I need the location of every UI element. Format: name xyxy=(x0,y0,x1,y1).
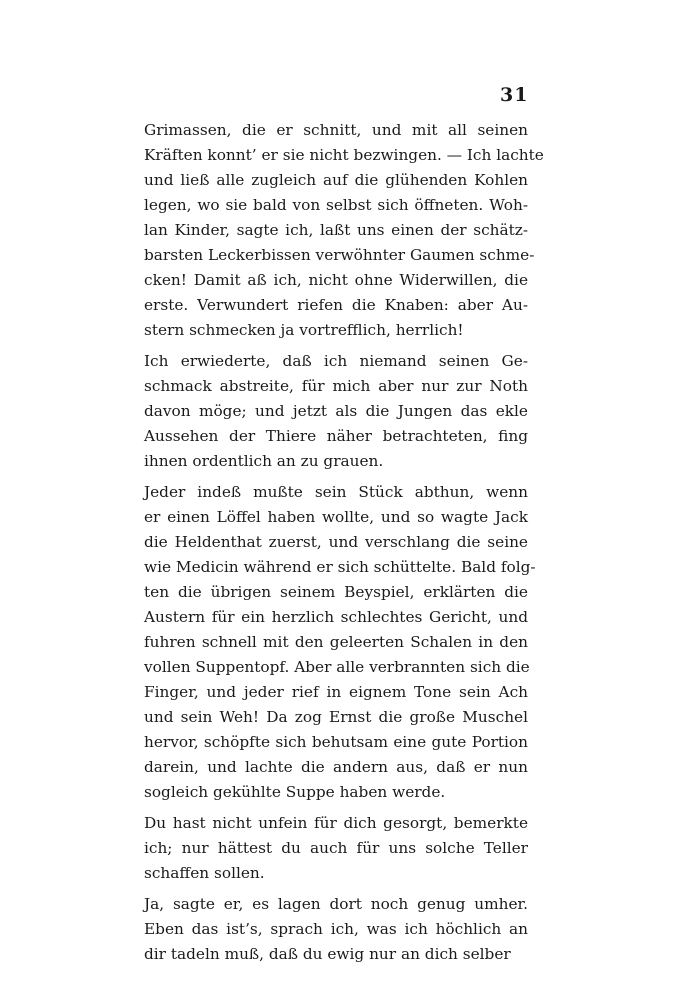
paragraph xyxy=(144,118,544,343)
paragraph xyxy=(144,480,536,805)
text-line: Austern für ein herzlich schlechtes Gericht, und xyxy=(144,608,528,626)
paragraph xyxy=(144,349,528,474)
text-line: und sein Weh! Da zog Ernst die große Muschel xyxy=(144,708,528,726)
text-line: sogleich gekühlte Suppe haben werde. xyxy=(144,783,446,801)
text-line: erste. Verwundert riefen die Knaben: aber Au- xyxy=(144,296,528,314)
paragraph xyxy=(144,892,528,967)
text-line: vollen Suppentopf. Aber alle verbrannten sich die xyxy=(144,658,530,676)
text-line: dir tadeln muß, daß du ewig nur an dich selber xyxy=(144,945,511,963)
text-line: ich; nur hättest du auch für uns solche Teller xyxy=(144,839,528,857)
text-line: ihnen ordentlich an zu grauen. xyxy=(144,452,384,470)
text-line: legen, wo sie bald von selbst sich öffneten. Woh- xyxy=(144,196,528,214)
text-line: barsten Leckerbissen verwöhnter Gaumen schme- xyxy=(144,246,535,264)
text-line: Grimassen, die er schnitt, und mit all seinen xyxy=(144,121,528,139)
text-line: fuhren schnell mit den geleerten Schalen in den xyxy=(144,633,528,651)
text-line: Ich erwiederte, daß ich niemand seinen Ge- xyxy=(144,352,528,370)
text-line: ten die übrigen seinem Beyspiel, erklärten die xyxy=(144,583,528,601)
text-line: und ließ alle zugleich auf die glühenden Kohlen xyxy=(144,171,528,189)
body-text xyxy=(144,118,544,967)
text-line: schaffen sollen. xyxy=(144,864,265,882)
text-line: Aussehen der Thiere näher betrachteten, fing xyxy=(144,427,528,445)
text-line: die Heldenthat zuerst, und verschlang die seine xyxy=(144,533,528,551)
text-line: schmack abstreite, für mich aber nur zur Noth xyxy=(144,377,528,395)
text-line: darein, und lachte die andern aus, daß er nun xyxy=(144,758,528,776)
text-line: er einen Löffel haben wollte, und so wagte Jack xyxy=(144,508,528,526)
text-line: cken! Damit aß ich, nicht ohne Widerwillen, die xyxy=(144,271,528,289)
page-number: 31 xyxy=(500,84,529,106)
text-line: Jeder indeß mußte sein Stück abthun, wenn xyxy=(144,483,528,501)
text-line: Eben das ist’s, sprach ich, was ich höchlich an xyxy=(144,920,528,938)
text-line: Ja, sagte er, es lagen dort noch genug umher. xyxy=(144,895,528,913)
text-line: davon möge; und jetzt als die Jungen das ekle xyxy=(144,402,528,420)
text-line: Finger, und jeder rief in eignem Tone sein Ach xyxy=(144,683,528,701)
text-line: hervor, schöpfte sich behutsam eine gute Portion xyxy=(144,733,528,751)
text-line: Du hast nicht unfein für dich gesorgt, bemerkte xyxy=(144,814,528,832)
text-line: lan Kinder, sagte ich, laßt uns einen der schätz- xyxy=(144,221,528,239)
paragraph xyxy=(144,811,528,886)
text-line: Kräften konnt’ er sie nicht bezwingen. — Ich lachte xyxy=(144,146,544,164)
text-line: stern schmecken ja vortrefflich, herrlich! xyxy=(144,321,464,339)
text-line: wie Medicin während er sich schüttelte. Bald folg- xyxy=(144,558,536,576)
